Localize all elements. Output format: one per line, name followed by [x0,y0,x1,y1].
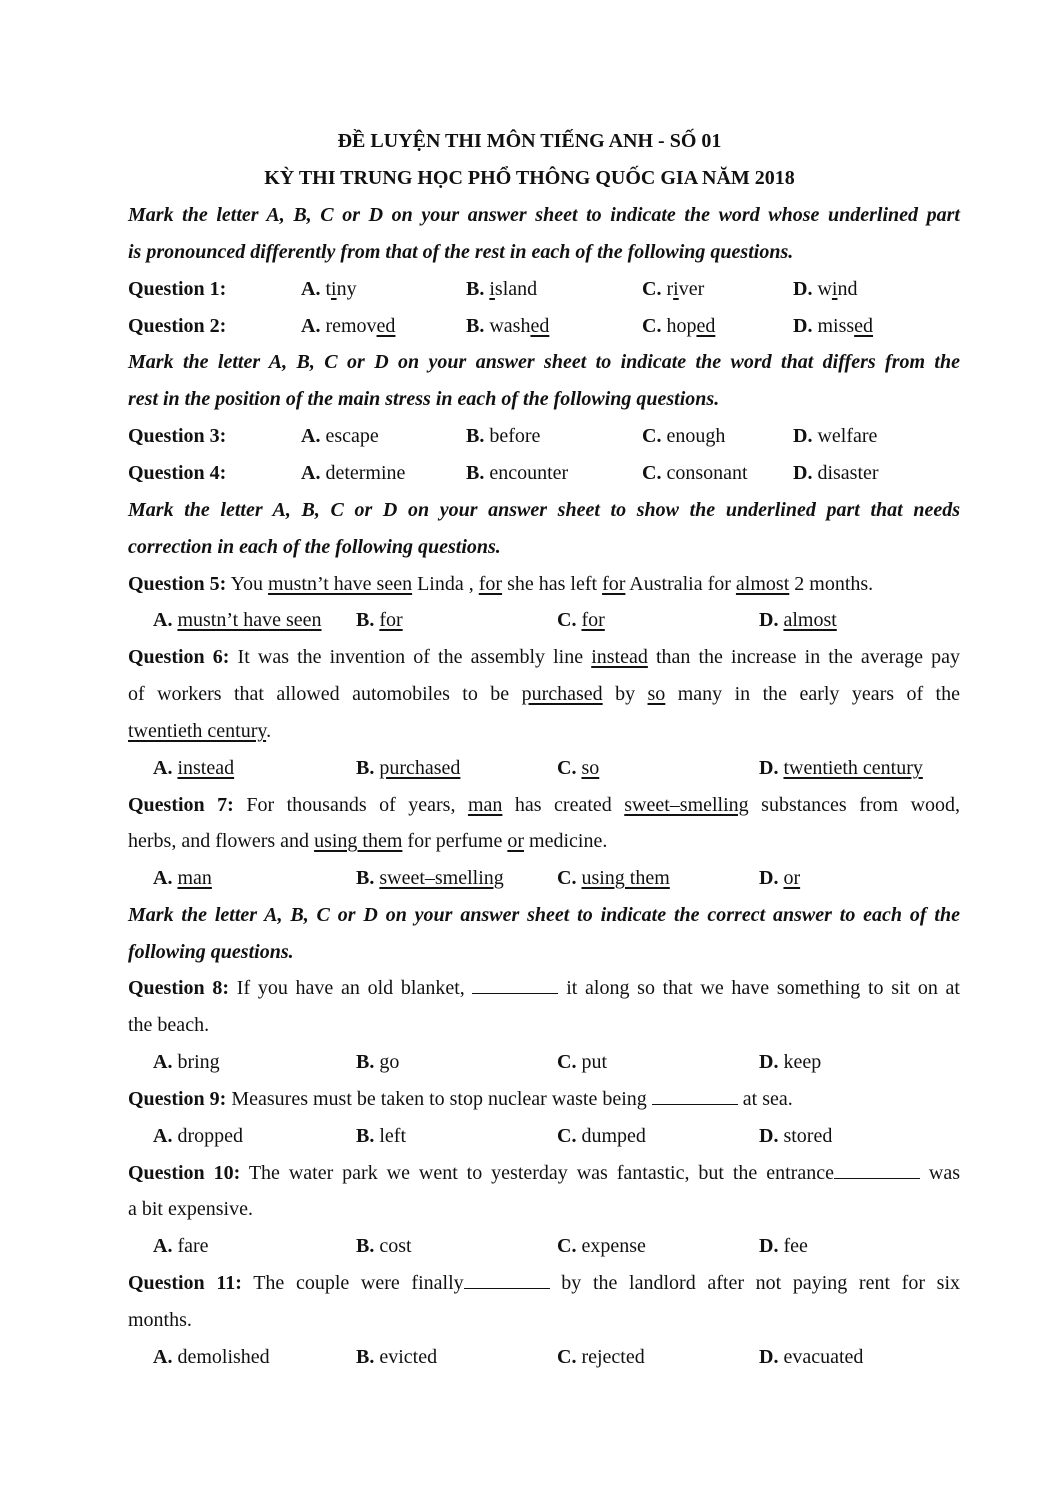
question-5-stem: Question 5: You mustn’t have seen Linda , for she has left for Australia for almost 2 months. [128,573,874,595]
question-10-stem-line1: Question 10: The water park we went to yesterday was fantastic, but the entrance was [128,1162,960,1184]
question-8-stem-line2: the beach. [128,1014,210,1036]
exam-subtitle: KỲ THI TRUNG HỌC PHỔ THÔNG QUỐC GIA NĂM 2018 [264,167,795,189]
question-2-option-c: C. hoped [642,315,716,337]
answer-blank [834,1160,920,1179]
question-11-option-d: D. evacuated [759,1346,864,1368]
question-5-option-b: B. for [356,609,403,631]
question-7-stem-line1: Question 7: For thousands of years, man has created sweet–smelling substances from wood, [128,794,961,816]
question-6-stem-line1: Question 6: It was the invention of the assembly line instead than the increase in the average pay [128,646,960,668]
instruction-correct-line2: following questions. [128,941,294,963]
question-6-stem-line3: twentieth century. [128,720,272,742]
question-10-option-a: A. fare [153,1235,209,1257]
question-3-option-c: C. enough [642,425,726,447]
instruction-pronunciation-line1: Mark the letter A, B, C or D on your answer sheet to indicate the word whose underlined part [128,204,960,226]
question-6-option-c: C. so [557,757,600,779]
question-5-option-a: A. mustn’t have seen [153,609,322,631]
question-3-option-a: A. escape [301,425,379,447]
question-7-option-c: C. using them [557,867,670,889]
question-8-option-c: C. put [557,1051,608,1073]
instruction-stress-line2: rest in the position of the main stress in each of the following questions. [128,388,720,410]
question-2-label: Question 2: [128,315,227,337]
question-8-option-d: D. keep [759,1051,822,1073]
answer-blank [652,1086,738,1105]
question-11-stem-line1: Question 11: The couple were finally by the landlord after not paying rent for six [128,1272,960,1294]
instruction-error-line2: correction in each of the following questions. [128,536,501,558]
question-3-option-b: B. before [466,425,541,447]
instruction-error-line1: Mark the letter A, B, C or D on your answer sheet to show the underlined part that needs [128,499,960,521]
question-8-stem-line1: Question 8: If you have an old blanket, it along so that we have something to sit on at [128,977,960,999]
question-4-option-d: D. disaster [793,462,879,484]
question-4-option-a: A. determine [301,462,406,484]
question-1-option-b: B. island [466,278,538,300]
instruction-stress-line1: Mark the letter A, B, C or D on your answer sheet to indicate the word that differs from the [128,351,960,373]
question-11-option-a: A. demolished [153,1346,270,1368]
question-9-option-c: C. dumped [557,1125,646,1147]
question-8-option-b: B. go [356,1051,400,1073]
question-6-option-a: A. instead [153,757,235,779]
question-11-option-b: B. evicted [356,1346,438,1368]
question-7-stem-line2: herbs, and flowers and using them for perfume or medicine. [128,830,608,852]
question-10-option-d: D. fee [759,1235,808,1257]
instruction-pronunciation-line2: is pronounced differently from that of the rest in each of the following questions. [128,241,794,263]
question-3-option-d: D. welfare [793,425,878,447]
question-1-label: Question 1: [128,278,227,300]
question-9-option-a: A. dropped [153,1125,243,1147]
question-11-stem-line2: months. [128,1309,192,1331]
question-6-option-b: B. purchased [356,757,461,779]
question-2-option-b: B. washed [466,315,550,337]
instruction-correct-line1: Mark the letter A, B, C or D on your answer sheet to indicate the correct answer to each of the [128,904,960,926]
question-7-option-a: A. man [153,867,212,889]
question-2-option-d: D. missed [793,315,874,337]
question-4-option-c: C. consonant [642,462,748,484]
question-4-label: Question 4: [128,462,227,484]
question-8-option-a: A. bring [153,1051,220,1073]
answer-blank [472,975,558,994]
question-6-option-d: D. twentieth century [759,757,923,779]
question-1-option-d: D. wind [793,278,858,300]
question-10-option-b: B. cost [356,1235,412,1257]
question-4-option-b: B. encounter [466,462,569,484]
question-7-option-d: D. or [759,867,801,889]
answer-blank [464,1270,550,1289]
question-10-stem-line2: a bit expensive. [128,1198,253,1220]
question-9-stem: Question 9: Measures must be taken to stop nuclear waste being at sea. [128,1088,793,1110]
question-7-option-b: B. sweet–smelling [356,867,504,889]
question-1-option-c: C. river [642,278,705,300]
question-2-option-a: A. removed [301,315,396,337]
question-9-option-d: D. stored [759,1125,833,1147]
exam-title: ĐỀ LUYỆN THI MÔN TIẾNG ANH - SỐ 01 [337,130,722,152]
question-5-option-c: C. for [557,609,605,631]
question-10-option-c: C. expense [557,1235,646,1257]
question-6-stem-line2: of workers that allowed automobiles to be purchased by so many in the early years of the [128,683,960,705]
question-1-option-a: A. tiny [301,278,357,300]
question-5-option-d: D. almost [759,609,837,631]
question-3-label: Question 3: [128,425,227,447]
question-11-option-c: C. rejected [557,1346,645,1368]
question-9-option-b: B. left [356,1125,406,1147]
